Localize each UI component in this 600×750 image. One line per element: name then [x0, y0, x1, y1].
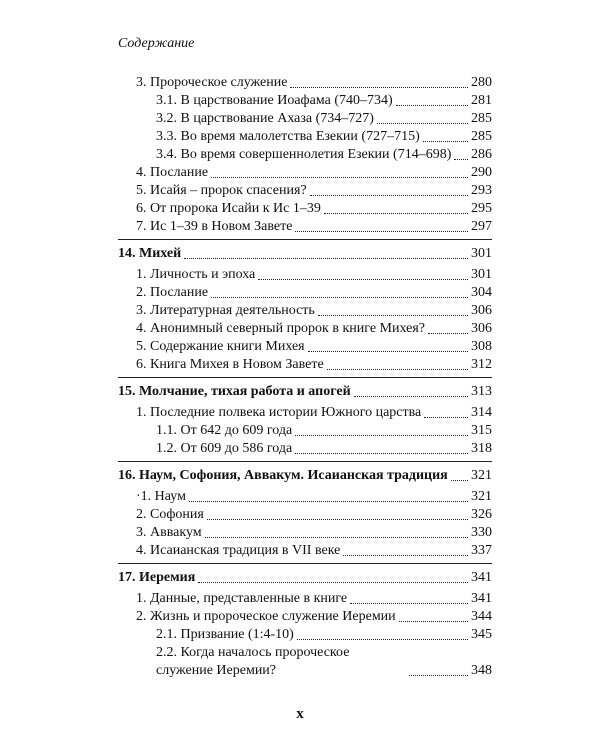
toc-entry-page: 312: [471, 357, 492, 372]
dot-leader: [207, 518, 468, 520]
toc-entry[interactable]: [118, 218, 492, 236]
dot-leader: [396, 104, 468, 106]
toc-entry-page: 315: [471, 423, 492, 438]
toc-entry[interactable]: [118, 302, 492, 320]
toc-entry[interactable]: [118, 440, 492, 458]
toc-entry-title: 6. От пророка Исайи к Ис 1–39: [136, 201, 321, 216]
toc-entry-title: 7. Ис 1–39 в Новом Завете: [136, 219, 293, 234]
toc-entry[interactable]: [118, 608, 492, 626]
toc-entry-title: 3. Литературная деятельность: [136, 303, 315, 318]
toc-entry[interactable]: [118, 524, 492, 542]
running-head: Содержание: [118, 36, 195, 51]
dot-leader: [428, 332, 468, 334]
toc-entry-page: 295: [471, 201, 492, 216]
toc-entry-page: 344: [471, 609, 492, 624]
toc-entry-page: 341: [471, 591, 492, 606]
toc-entry-title: 5. Содержание книги Михея: [136, 339, 305, 354]
toc-entry[interactable]: [118, 338, 492, 356]
dot-leader: [310, 194, 468, 196]
toc-chapter-entry[interactable]: [118, 383, 492, 401]
toc-entry-page: 341: [471, 570, 492, 585]
toc-entry-page: 285: [471, 111, 492, 126]
toc-entry-title: 2. Жизнь и пророческое служение Иеремии: [136, 609, 396, 624]
toc-entry[interactable]: [118, 422, 492, 440]
dot-leader: [318, 314, 468, 316]
section-divider: [118, 239, 492, 240]
toc-entry-title: 3.2. В царствование Ахаза (734–727): [156, 111, 374, 126]
dot-leader: [295, 452, 468, 454]
toc-entry-title: 5. Исайя – пророк спасения?: [136, 183, 307, 198]
toc-entry[interactable]: [118, 182, 492, 200]
toc-entry-title: 6. Книга Михея в Новом Завете: [136, 357, 324, 372]
toc-entry-title: 3. Пророческое служение: [136, 75, 288, 90]
toc-entry-title: 15. Молчание, тихая работа и апогей: [118, 384, 351, 399]
dot-leader: [297, 638, 468, 640]
toc-entry-title: 3.4. Во время совершеннолетия Езекии (714–698): [156, 147, 452, 162]
toc-entry-page: 318: [471, 441, 492, 456]
dot-leader: [184, 257, 468, 259]
toc-entry-page: 304: [471, 285, 492, 300]
toc-entry-page: 286: [471, 147, 492, 162]
dot-leader: [258, 278, 468, 280]
dot-leader: [399, 620, 468, 622]
toc-entry-title: 3.1. В царствование Иоафама (740–734): [156, 93, 393, 108]
toc-entry-title: 3. Аввакум: [136, 525, 202, 540]
dot-leader: [350, 602, 468, 604]
dot-leader: [324, 212, 468, 214]
section-divider: [118, 461, 492, 462]
dot-leader: [354, 395, 468, 397]
dot-leader: [295, 434, 468, 436]
dot-leader: [451, 479, 468, 481]
toc-entry[interactable]: [118, 506, 492, 524]
toc-entry-title: 16. Наум, Софония, Аввакум. Исаианская традиция: [118, 468, 448, 483]
toc-entry-page: 301: [471, 267, 492, 282]
toc-entry-title: 4. Исаианская традиция в VII веке: [136, 543, 341, 558]
section-divider: [118, 563, 492, 564]
toc-entry[interactable]: [118, 284, 492, 302]
toc-entry-page: 281: [471, 93, 492, 108]
dot-leader: [424, 416, 468, 418]
toc-entry-page: 290: [471, 165, 492, 180]
toc-entry-page: 301: [471, 246, 492, 261]
toc-entry-page: 285: [471, 129, 492, 144]
toc-entry-page: 314: [471, 405, 492, 420]
dot-leader: [377, 122, 468, 124]
toc-entry-page: 293: [471, 183, 492, 198]
dot-leader: [290, 86, 468, 88]
dot-leader: [454, 158, 468, 160]
toc-entry[interactable]: [118, 110, 492, 128]
dot-leader: [211, 296, 468, 298]
dot-leader: [189, 500, 468, 502]
toc-entry[interactable]: [118, 644, 492, 680]
toc-entry[interactable]: [118, 488, 492, 506]
toc-entry[interactable]: [118, 146, 492, 164]
toc-entry-page: 345: [471, 627, 492, 642]
toc-entry[interactable]: [118, 404, 492, 422]
toc-entry-page: 321: [471, 468, 492, 483]
toc-entry[interactable]: [118, 128, 492, 146]
toc-entry-title: 2.1. Призвание (1:4-10): [156, 627, 294, 642]
toc-entry-title: 4. Анонимный северный пророк в книге Михея?: [136, 321, 425, 336]
toc-entry-page: 348: [471, 663, 492, 678]
toc-entry-page: 313: [471, 384, 492, 399]
toc-entry[interactable]: [118, 626, 492, 644]
toc-entry[interactable]: [118, 92, 492, 110]
toc-entry-title: 17. Иеремия: [118, 570, 196, 585]
toc-entry[interactable]: [118, 356, 492, 374]
toc-entry-page: 297: [471, 219, 492, 234]
dot-leader: [211, 176, 468, 178]
toc-entry-title: 1. Данные, представленные в книге: [136, 591, 348, 606]
dot-leader: [327, 368, 468, 370]
dot-leader: [205, 536, 468, 538]
toc-entry-title: 3.3. Во время малолетства Езекии (727–715): [156, 129, 420, 144]
toc-chapter-entry[interactable]: [118, 245, 492, 263]
toc-entry[interactable]: [118, 590, 492, 608]
dot-leader: [409, 674, 468, 676]
toc-entry[interactable]: [118, 164, 492, 182]
toc-entry[interactable]: [118, 266, 492, 284]
dot-leader: [295, 230, 468, 232]
toc-entry-title: 1. Последние полвека истории Южного царства: [136, 405, 422, 420]
toc-entry-page: 326: [471, 507, 492, 522]
toc-entry-title: 14. Михей: [118, 246, 182, 261]
toc-entry-title: 2.2. Когда началось пророческое служение Иеремии?: [156, 645, 350, 678]
toc-chapter-entry[interactable]: [118, 569, 492, 587]
toc-chapter-entry[interactable]: [118, 467, 492, 485]
toc-entry-page: 321: [471, 489, 492, 504]
toc-entry-title: 4. Послание: [136, 165, 209, 180]
section-divider: [118, 377, 492, 378]
dot-leader: [423, 140, 468, 142]
toc-entry-title: 2. Софония: [136, 507, 204, 522]
toc-entry[interactable]: [118, 200, 492, 218]
toc-entry-title: 1. Личность и эпоха: [136, 267, 256, 282]
toc-entry-title: 1.2. От 609 до 586 года: [156, 441, 293, 456]
toc-entry[interactable]: [118, 542, 492, 560]
toc-entry-page: 308: [471, 339, 492, 354]
dot-leader: [343, 554, 468, 556]
toc-entry-title: ·1. Наум: [136, 489, 186, 504]
toc-entry-title: 2. Послание: [136, 285, 209, 300]
toc-entry[interactable]: [118, 74, 492, 92]
dot-leader: [198, 581, 468, 583]
toc-entry-page: 337: [471, 543, 492, 558]
dot-leader: [308, 350, 468, 352]
toc-entry-page: 306: [471, 321, 492, 336]
toc-entry-page: 280: [471, 75, 492, 90]
table-of-contents: [118, 74, 492, 680]
page-number: x: [296, 706, 304, 722]
toc-entry-title: 1.1. От 642 до 609 года: [156, 423, 293, 438]
toc-entry[interactable]: [118, 320, 492, 338]
toc-entry-page: 330: [471, 525, 492, 540]
toc-entry-page: 306: [471, 303, 492, 318]
